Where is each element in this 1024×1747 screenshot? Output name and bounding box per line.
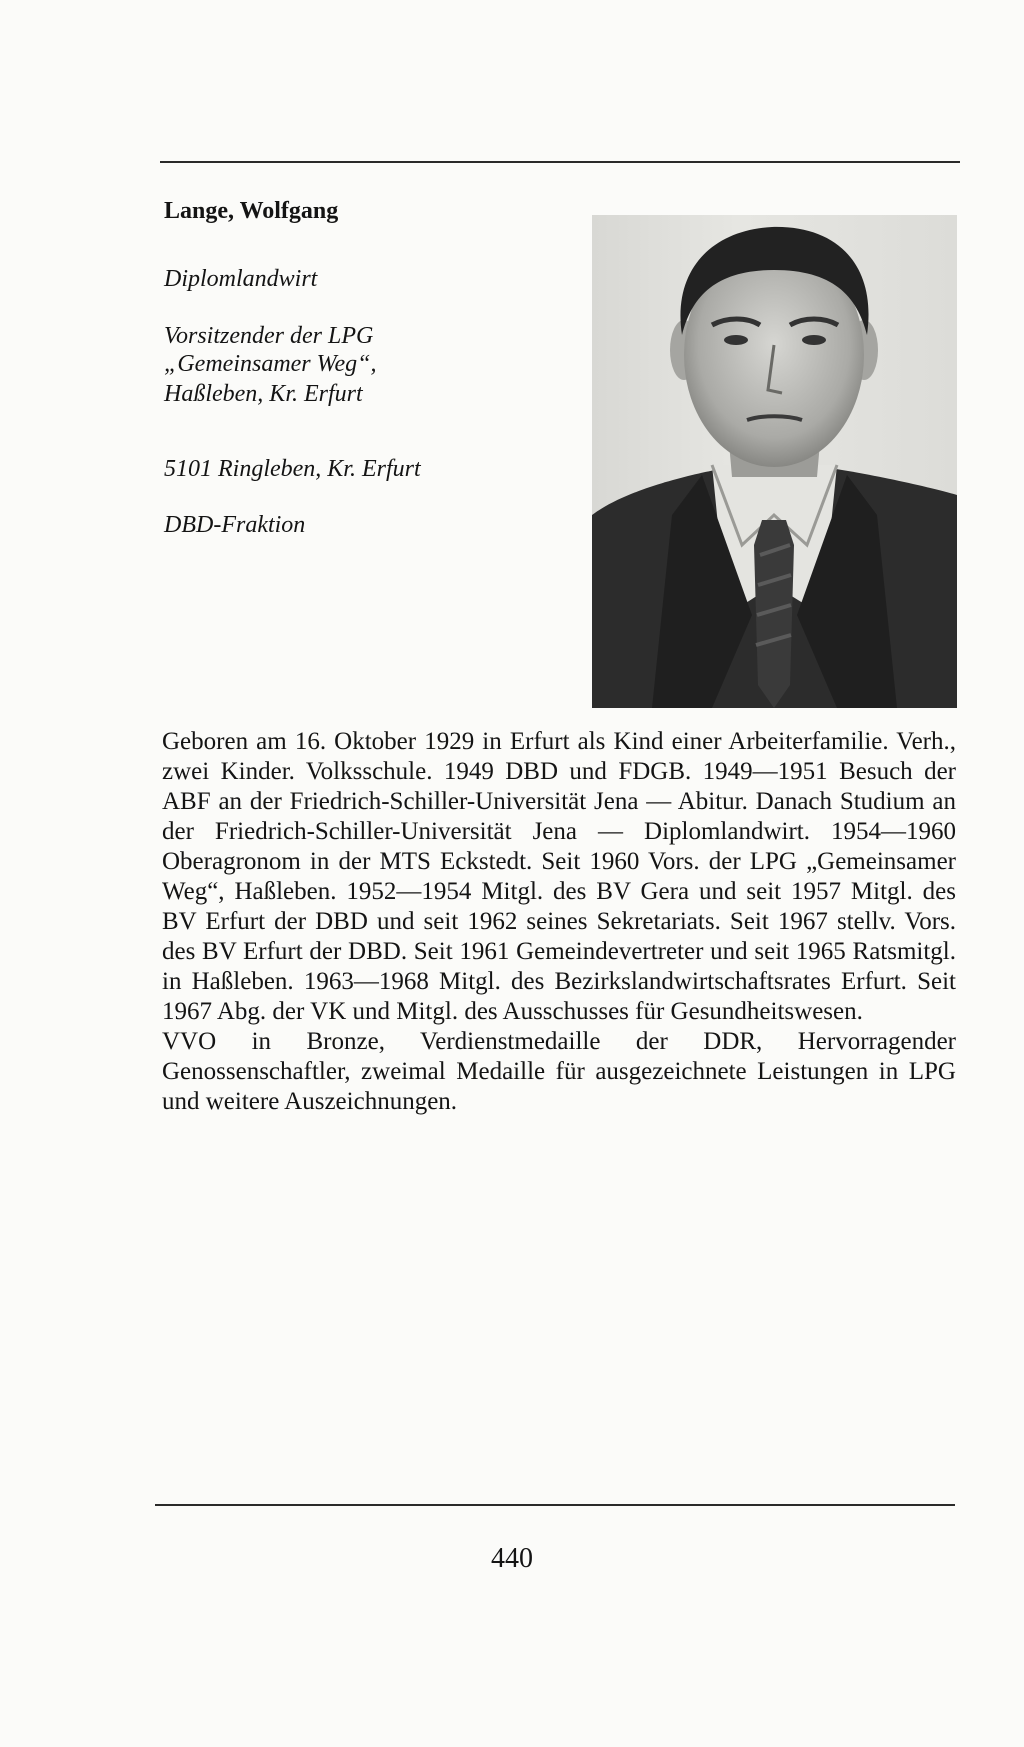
person-name: Lange, Wolfgang	[164, 198, 339, 224]
position-line-2: „Gemeinsamer Weg“,	[164, 351, 377, 377]
portrait-illustration	[592, 215, 957, 708]
biography-paragraph: Geboren am 16. Oktober 1929 in Erfurt als Kind einer Arbeiterfamilie. Verh., zwei Kinder. Volksschule. 1949 DBD und FDGB. 1949—1951 Besuch der ABF an der Friedrich-Schiller-Universität Jena — Abitur. Danach Studium an der Friedrich-Schiller-Universität Jena — Diplomlandwirt. 1954—1960 Oberagronom in der MTS Eckstedt. Seit 1960 Vors. der LPG „Gemeinsamer Weg“, Haßleben. 1952—1954 Mitgl. des BV Gera und seit 1957 Mitgl. des BV Erfurt der DBD und seit 1962 seines Sekretariats. Seit 1967 stellv. Vors. des BV Erfurt der DBD. Seit 1961 Gemeindevertreter und seit 1965 Ratsmitgl. in Haßleben. 1963—1968 Mitgl. des Bezirkslandwirtschaftsrates Erfurt. Seit 1967 Abg. der VK und Mitgl. des Ausschusses für Gesundheitswesen.	[162, 728, 956, 1025]
position-line-3: Haßleben, Kr. Erfurt	[164, 381, 363, 407]
biography	[162, 727, 956, 1117]
profession: Diplomlandwirt	[164, 266, 318, 292]
awards-paragraph: VVO in Bronze, Verdienstmedaille der DDR, Hervorragender Genossenschaftler, zweimal Medaille für ausgezeichnete Leistungen in LPG und weitere Auszeichnungen.	[162, 1028, 956, 1115]
portrait-photo	[592, 215, 957, 708]
page-number: 440	[491, 1543, 533, 1574]
faction: DBD-Fraktion	[164, 512, 306, 538]
top-rule	[160, 161, 960, 163]
address: 5101 Ringleben, Kr. Erfurt	[164, 456, 421, 482]
position-line-1: Vorsitzender der LPG	[164, 323, 374, 349]
bottom-rule	[155, 1504, 955, 1506]
